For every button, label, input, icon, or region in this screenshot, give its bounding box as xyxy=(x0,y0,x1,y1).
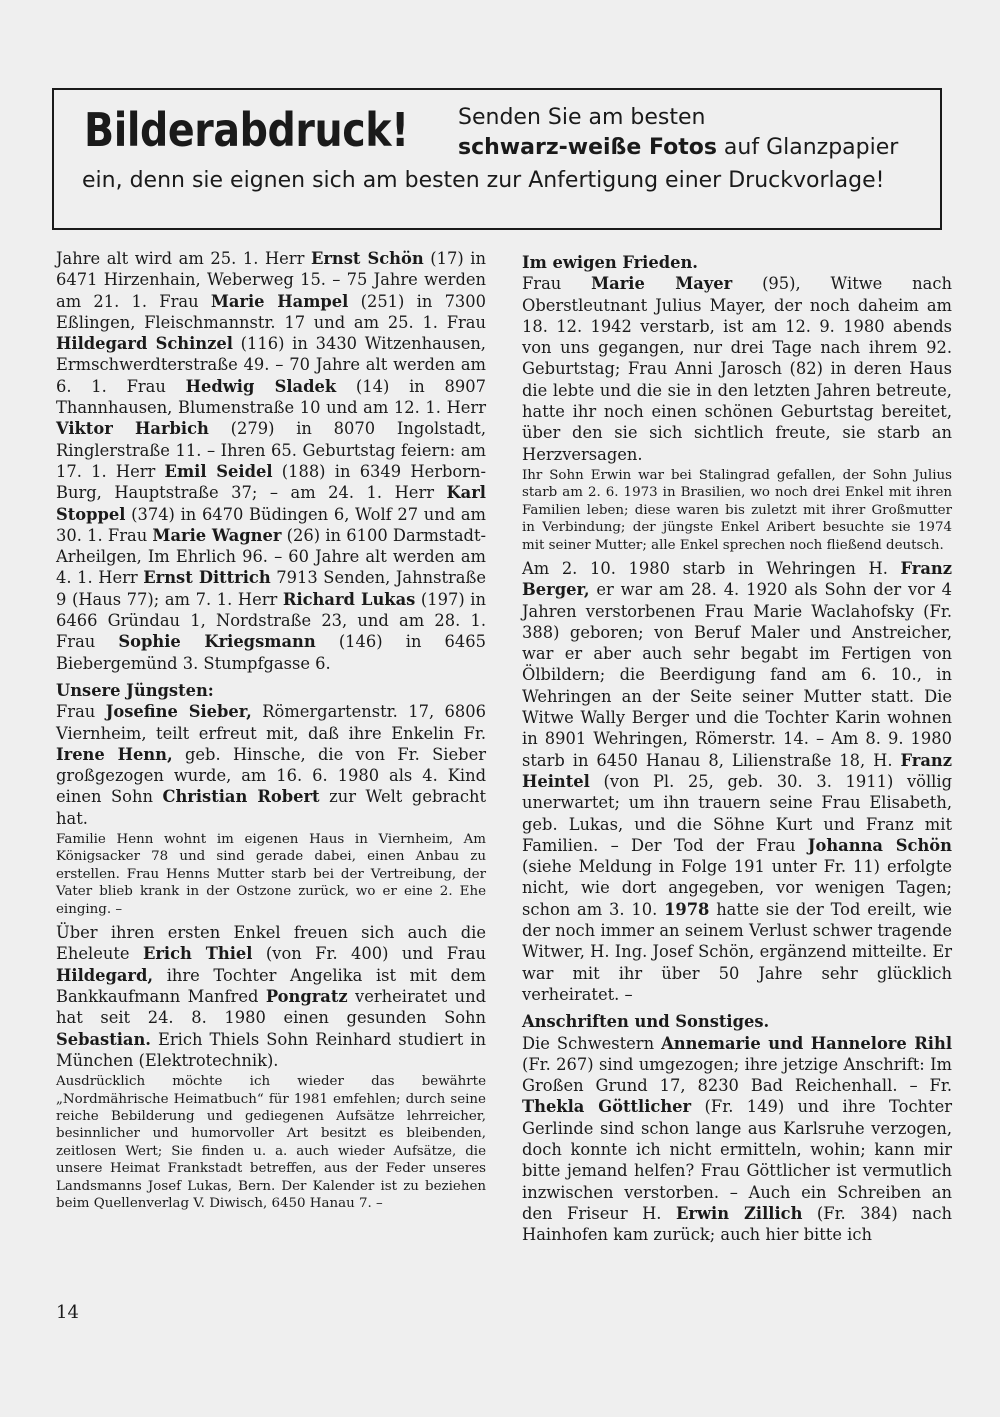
notice-line-2-rest: auf Glanzpapier xyxy=(716,135,899,160)
text-run: Frau xyxy=(56,702,106,722)
text-run: (17) in 6471 Hirzenhain, Weberweg 15. – 75 Jahre werden am 21. 1. Frau xyxy=(56,249,486,311)
small-print-paragraph xyxy=(56,1073,486,1212)
text-run: (siehe Meldung in Folge 191 unter Fr. 11) erfolgte nicht, wie dort angegeben, vor wenigen Tagen; schon am 3. 10. xyxy=(522,857,952,919)
bold-name: Pongratz xyxy=(265,986,348,1006)
notice-line-3: ein, denn sie eignen sich am besten zur Anfertigung einer Druckvorlage! xyxy=(82,168,885,193)
section-heading xyxy=(56,680,486,701)
bold-name: Hildegard Schinzel xyxy=(56,334,233,354)
bold-name: Im ewigen Frieden. xyxy=(522,253,698,272)
left-text-column xyxy=(56,248,486,1216)
text-run: (Fr. 267) sind umgezogen; ihre jetzige Anschrift: Im Großen Grund 17, 8230 Bad Reichenhall. – Fr. xyxy=(522,1054,952,1096)
page-number: 14 xyxy=(56,1302,79,1323)
bold-name: Anschriften und Sonstiges. xyxy=(522,1012,770,1032)
text-run: zur Welt gebracht hat. xyxy=(56,787,487,828)
bold-name: Hildegard, xyxy=(56,965,154,985)
notice-line-1: Senden Sie am besten xyxy=(458,105,706,130)
text-run: geb. Hinsche, die von Fr. Sieber großgezogen wurde, am 16. 6. 1980 als 4. Kind einen Sohn xyxy=(56,744,486,807)
notice-line-2 xyxy=(458,134,898,162)
bold-name: Johanna Schön xyxy=(807,835,952,855)
bold-name: Josefine Sieber, xyxy=(105,702,252,722)
bold-name: Sebastian. xyxy=(56,1029,151,1049)
text-run: Erich Thiels Sohn Reinhard studiert in München (Elektrotechnik). xyxy=(56,1029,486,1070)
paragraph xyxy=(56,922,486,1071)
text-run: (Fr. 384) nach Hainhofen kam zurück; auch hier bitte ich xyxy=(522,1203,952,1245)
text-run: (14) in 8907 Thannhausen, Blumenstraße 10 und am 12. 1. Herr xyxy=(56,376,486,418)
bold-name: Marie Wagner xyxy=(152,525,282,545)
text-run: Ihr Sohn Erwin war bei Stalingrad gefallen, der Sohn Julius starb am 2. 6. 1973 in Brasilien, wo noch drei Enkel mit ihren Familien leben; diese waren bis zuletzt mit ihrer Großmutter in Verbindung; der jüngste Enkel Aribert besuchte sie 1974 mit seiner Mutter; alle Enkel sprechen noch fließend deutsch. xyxy=(522,467,952,553)
bold-name: Viktor Harbich xyxy=(56,419,209,439)
bold-name: Unsere Jüngsten: xyxy=(56,680,214,700)
text-run: ihre Tochter Angelika ist mit dem Bankkaufmann Manfred xyxy=(56,965,486,1006)
section-heading xyxy=(522,252,952,273)
text-run: (116) in 3430 Witzenhausen, Ermschwerdterstraße 49. – 70 Jahre alt werden am 6. 1. Frau xyxy=(56,334,486,396)
paragraph xyxy=(522,1033,952,1246)
bold-name: Hedwig Sladek xyxy=(185,376,337,396)
paragraph xyxy=(56,701,486,829)
small-print-paragraph xyxy=(522,467,952,554)
bold-name: Emil Seidel xyxy=(164,461,273,481)
text-run: (374) in 6470 Büdingen 6, Wolf 27 und am 30. 1. Frau xyxy=(56,504,486,545)
text-run: (251) in 7300 Eßlingen, Fleischmannstr. 17 und am 25. 1. Frau xyxy=(56,291,487,332)
text-run: Familie Henn wohnt im eigenen Haus in Viernheim, Am Königsacker 78 und sind gerade dabei, einen Anbau zu erstellen. Frau Henns Mutter starb bei der Vertreibung, der Vater blieb krank in der Ostzone zurück, wo er eine 2. Ehe einging. – xyxy=(56,832,486,917)
text-run: (146) in 6465 Biebergemünd 3. Stumpfgasse 6. xyxy=(56,632,486,673)
bold-name: 1978 xyxy=(664,899,710,919)
text-run: (197) in 6466 Gründau 1, Nordstraße 23, und am 28. 1. Frau xyxy=(56,589,486,652)
bold-name: Sophie Kriegsmann xyxy=(118,632,316,652)
bold-name: Franz Berger, xyxy=(522,559,952,600)
paragraph xyxy=(522,273,952,465)
bold-name: Erich Thiel xyxy=(142,944,253,964)
notice-title: Bilderabdruck! xyxy=(84,103,409,157)
text-run: (von Fr. 400) und Frau xyxy=(252,944,486,964)
bold-name: Marie Hampel xyxy=(210,291,349,311)
text-run: (279) in 8070 Ingolstadt, Ringlerstraße 11. – Ihren 65. Geburtstag feiern: am 17. 1. Herr xyxy=(56,419,486,481)
right-text-column xyxy=(522,246,952,1246)
text-run: er war am 28. 4. 1920 als Sohn der vor 4 Jahren verstorbenen Frau Marie Waclahofsky (Fr. 388) geboren; von Beruf Maler und Anstreicher, war er aber auch sehr begabt im Fertigen von Ölbildern; die Beerdigung fand am 6. 10., in Wehringen an der Seite seiner Mutter statt. Die Witwe Wally Berger und die Tochter Karin wohnen in 8901 Wehringen, Römerstr. 14. – Am 8. 9. 1980 starb in 6450 Hanau 8, Lilienstraße 18, H. xyxy=(522,580,952,770)
bold-name: Richard Lukas xyxy=(282,589,416,609)
bold-name: Thekla Göttlicher xyxy=(522,1097,692,1117)
text-run: (188) in 6349 Herborn-Burg, Hauptstraße 37; – am 24. 1. Herr xyxy=(56,461,486,503)
text-run: Über ihren ersten Enkel freuen sich auch die Eheleute xyxy=(56,923,486,964)
paragraph xyxy=(522,558,952,1005)
bold-name: Franz Heintel xyxy=(522,750,952,791)
text-run: verheiratet und hat seit 24. 8. 1980 einen gesunden Sohn xyxy=(56,986,486,1028)
notice-bold-phrase: schwarz-weiße Fotos xyxy=(458,135,717,160)
text-run: Frau xyxy=(522,274,592,294)
text-run: (Fr. 149) und ihre Tochter Gerlinde sind schon lange aus Karlsruhe verzogen, doch konnte ich nicht ermitteln, wohin; kann mir bitte jemand helfen? Frau Göttlicher ist vermutlich inzwischen verstorben. – Auch ein Schreiben an den Friseur H. xyxy=(522,1097,953,1223)
bold-name: Karl Stoppel xyxy=(56,483,486,524)
bold-name: Ernst Schön xyxy=(310,249,424,268)
bold-name: Christian Robert xyxy=(162,787,320,807)
bold-name: Annemarie und Hannelore Rihl xyxy=(661,1033,952,1053)
text-run: hatte sie der Tod ereilt, wie der noch immer an seinem Verlust schwer tragende Witwer, H. Ing. Josef Schön, ergänzend mitteilte. Er war mit ihr über 50 Jahre sehr glücklich verheiratet. – xyxy=(522,899,952,1004)
text-run: (26) in 6100 Darmstadt-Arheilgen, Im Ehrlich 96. – 60 Jahre alt werden am 4. 1. Herr xyxy=(56,525,486,588)
section-heading xyxy=(522,1011,952,1032)
bold-name: Marie Mayer xyxy=(591,274,733,294)
paragraph xyxy=(56,248,486,674)
small-print-paragraph xyxy=(56,831,486,918)
bold-name: Erwin Zillich xyxy=(676,1203,803,1223)
bold-name: Irene Henn, xyxy=(56,744,173,764)
photo-notice-box xyxy=(52,88,942,230)
text-run: (95), Witwe nach Oberstleutnant Julius Mayer, der noch daheim am 18. 12. 1942 verstarb, ist am 12. 9. 1980 abends von uns gegangen, nur drei Tage nach ihrem 92. Geburtstag; Frau Anni Jarosch (82) in deren Haus die lebte und die sie in den letzten Jahren betreute, hatte ihr noch einen schönen Geburtstag bereitet, über den sie sich sichtlich freute, sie starb an Herzversagen. xyxy=(522,274,952,464)
text-run: Die Schwestern xyxy=(522,1033,662,1053)
bold-name: Ernst Dittrich xyxy=(143,568,271,588)
text-run: (von Pl. 25, geb. 30. 3. 1911) völlig unerwartet; um ihn trauern seine Frau Elisabeth, geb. Lukas, und die Söhne Kurt und Franz mit Familien. – Der Tod der Frau xyxy=(522,771,952,855)
text-run: Am 2. 10. 1980 starb in Wehringen H. xyxy=(522,559,901,578)
text-run: Ausdrücklich möchte ich wieder das bewährte „Nordmährische Heimatbuch“ für 1981 emfehlen; durch seine reiche Bebilderung und gediegenen Aufsätze lehrreicher, besinnlicher und humorvoller Art besitzt es bleibenden, zeitlosen Wert; Sie finden u. a. auch wieder Aufsätze, die unsere Heimat Frankstadt betreffen, aus der Feder unseres Landsmanns Josef Lukas, Bern. Der Kalender ist zu beziehen beim Quellenverlag V. Diwisch, 6450 Hanau 7. – xyxy=(56,1074,486,1211)
text-run: 7913 Senden, Jahnstraße 9 (Haus 77); am 7. 1. Herr xyxy=(56,568,486,609)
text-run: Jahre alt wird am 25. 1. Herr xyxy=(56,249,311,268)
text-run: Römergartenstr. 17, 6806 Viernheim, teilt erfreut mit, daß ihre Enkelin Fr. xyxy=(56,702,486,743)
